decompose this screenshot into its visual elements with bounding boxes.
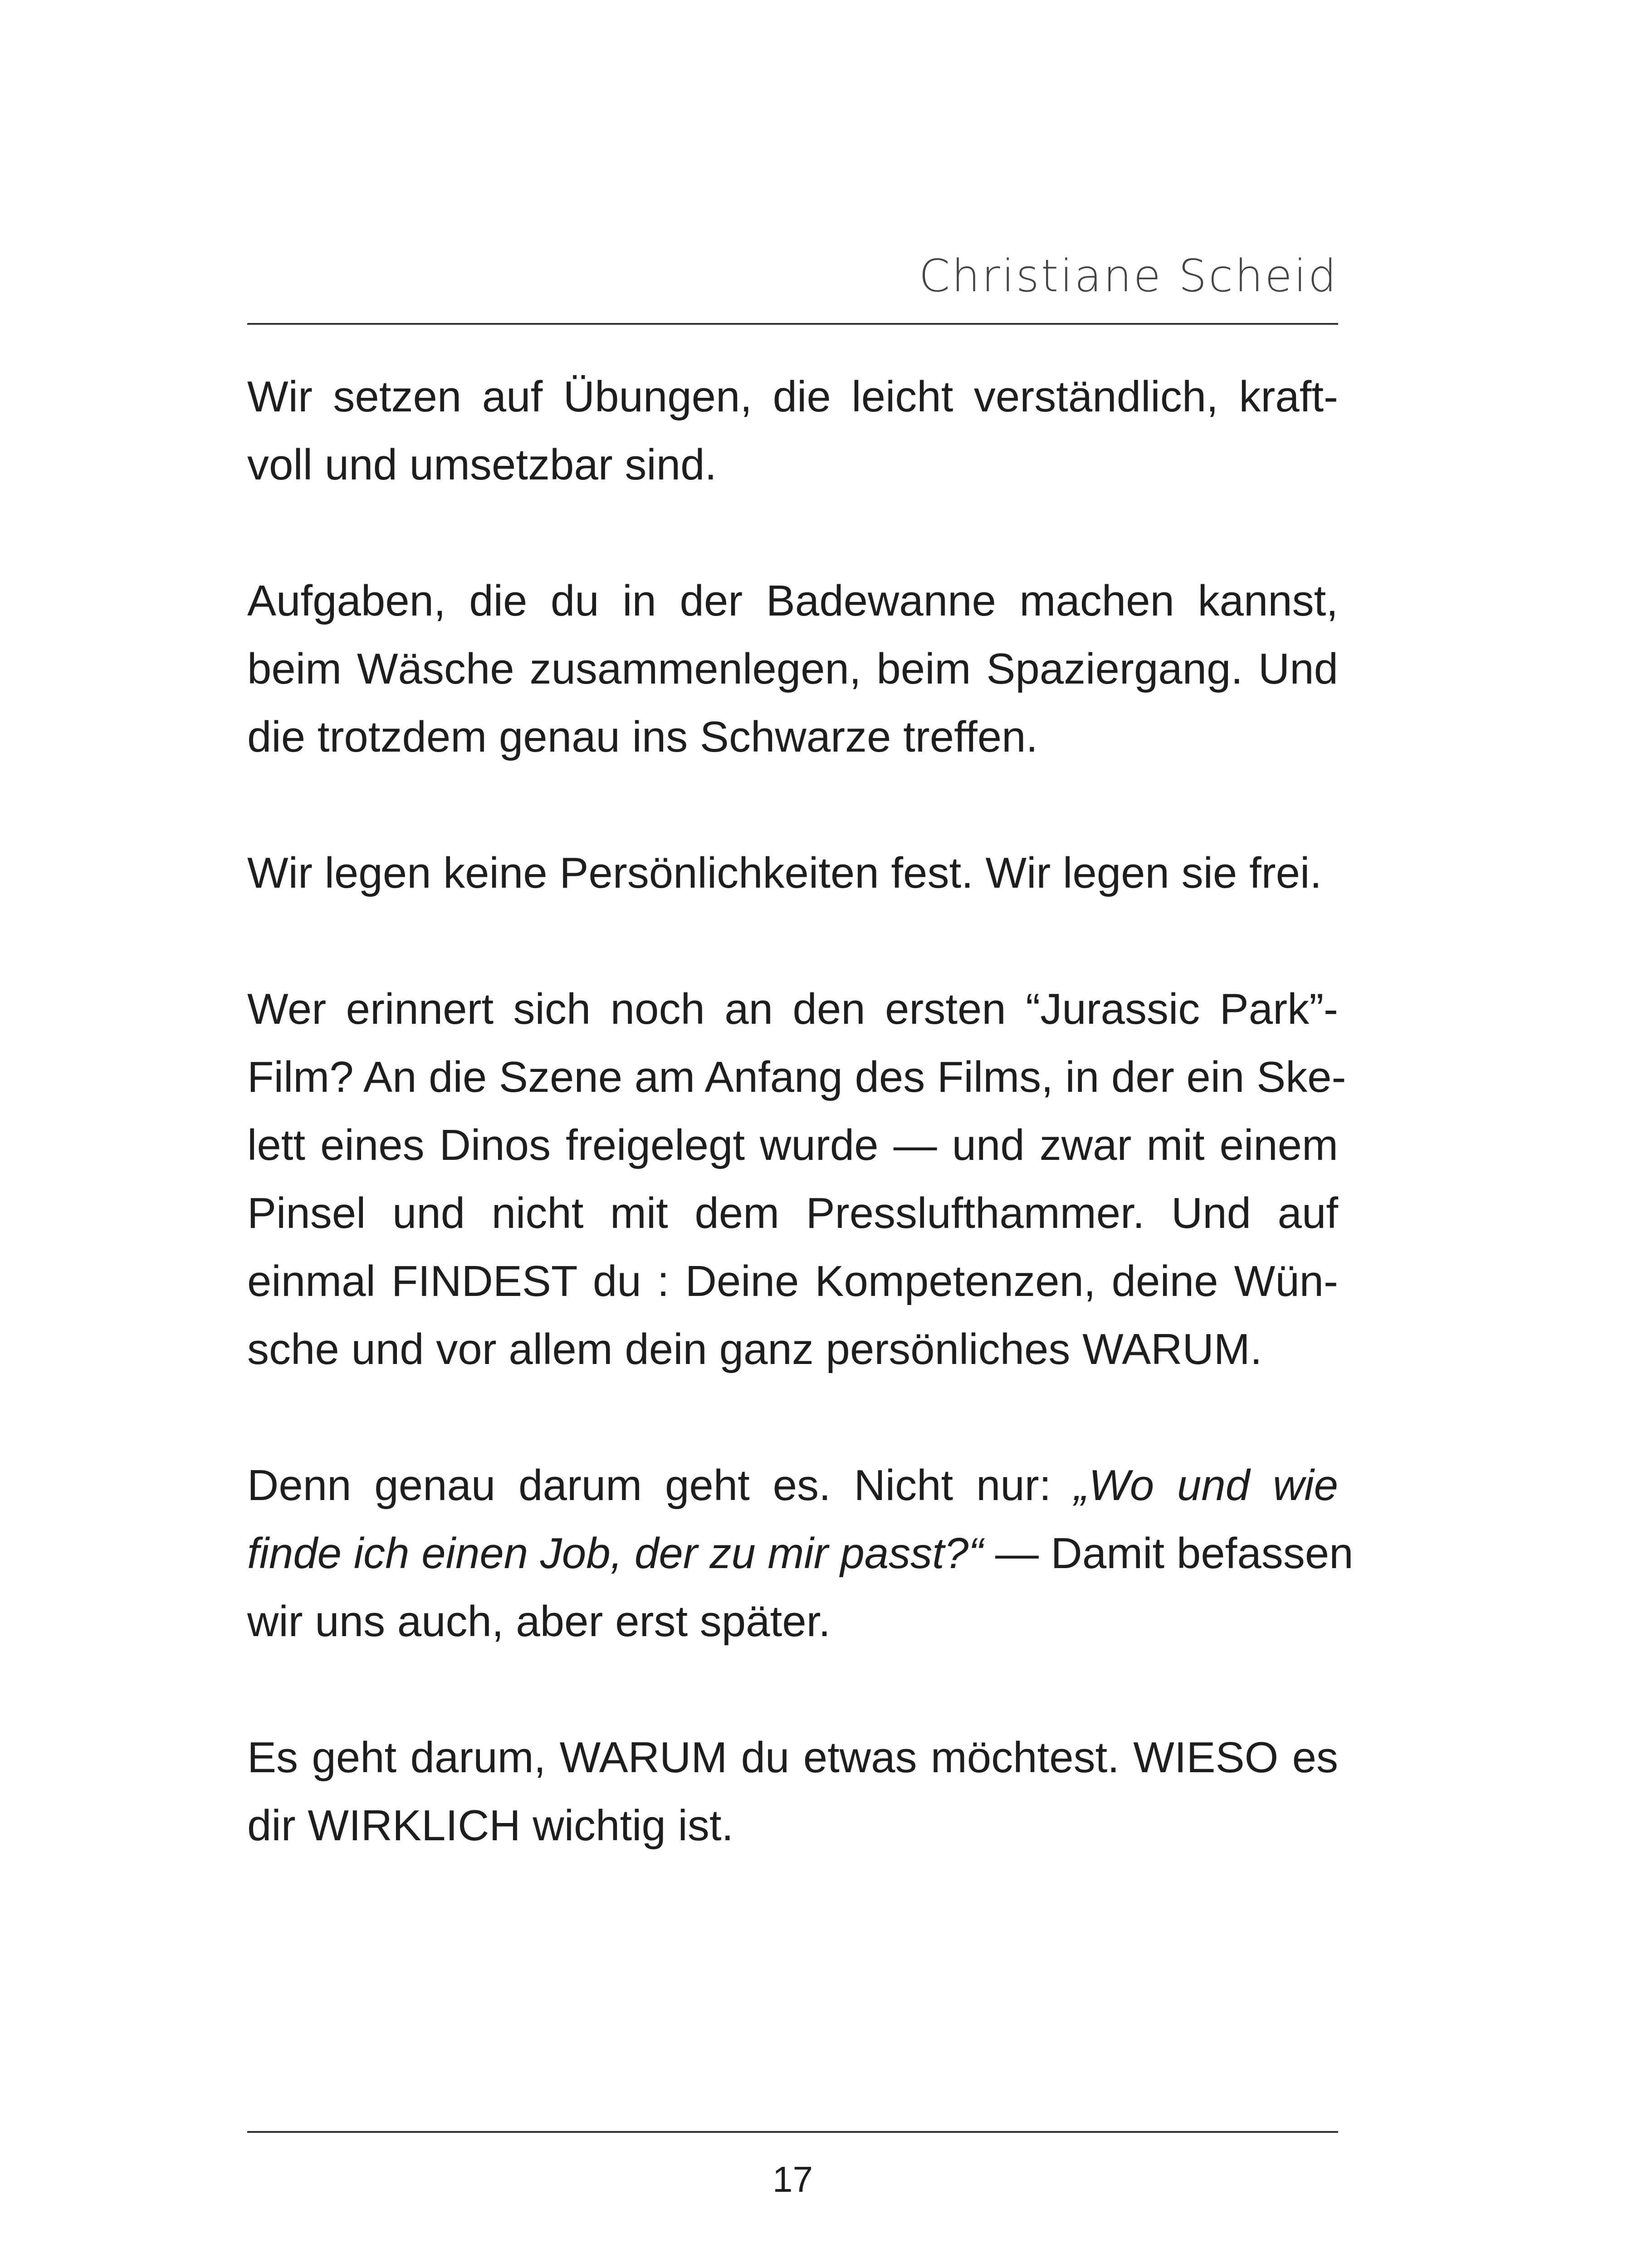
text-line: lett eines Dinos freigelegt wurde — und zwar mit einem bbox=[247, 1121, 1338, 1169]
text-run: Denn genau darum geht es. Nicht nur: bbox=[247, 1461, 1075, 1510]
text-line: die trotzdem genau ins Schwarze treffen. bbox=[247, 713, 1038, 761]
text-line: beim Wäsche zusammenlegen, beim Spaziergang. Und bbox=[247, 645, 1338, 693]
page-number: 17 bbox=[772, 2159, 813, 2200]
text-line: Aufgaben, die du in der Badewanne machen kannst, bbox=[247, 577, 1338, 625]
paragraph-3 bbox=[247, 839, 1338, 907]
text-line: einmal FINDEST du : Deine Kompetenzen, deine Wün- bbox=[247, 1257, 1338, 1305]
footer-rule bbox=[247, 2131, 1338, 2133]
quote-italic: „Wo und wie bbox=[1074, 1461, 1339, 1510]
paragraph-1 bbox=[247, 363, 1338, 499]
text-line: voll und umsetzbar sind. bbox=[247, 440, 717, 489]
paragraph-2 bbox=[247, 567, 1338, 771]
text-line: Wer erinnert sich noch an den ersten “Jurassic Park”- bbox=[247, 985, 1338, 1033]
text-line: Pinsel und nicht mit dem Presslufthammer. Und auf bbox=[247, 1189, 1338, 1237]
text-line bbox=[247, 1520, 1354, 1588]
text-line: dir WIRKLICH wichtig ist. bbox=[247, 1801, 734, 1850]
body-text bbox=[247, 363, 1354, 1928]
text-line: Film? An die Szene am Anfang des Films, in der ein Ske- bbox=[247, 1053, 1346, 1101]
paragraph-6 bbox=[247, 1724, 1338, 1860]
text-run: — Damit befassen bbox=[983, 1529, 1354, 1578]
paragraph-4 bbox=[247, 975, 1346, 1383]
text-line: wir uns auch, aber erst später. bbox=[247, 1597, 831, 1646]
text-line: Wir setzen auf Übungen, die leicht verständlich, kraft- bbox=[247, 372, 1338, 421]
text-line: Es geht darum, WARUM du etwas möchtest. WIESO es bbox=[247, 1733, 1338, 1782]
paragraph-5 bbox=[247, 1452, 1354, 1656]
text-line: sche und vor allem dein ganz persönliches WARUM. bbox=[247, 1325, 1262, 1374]
text-line bbox=[247, 1452, 1338, 1520]
text-line: Wir legen keine Persönlichkeiten fest. Wir legen sie frei. bbox=[247, 849, 1322, 897]
running-head-author: Christiane Scheid bbox=[919, 250, 1338, 302]
quote-italic: finde ich einen Job, der zu mir passt?“ bbox=[247, 1529, 983, 1578]
header-rule bbox=[247, 323, 1338, 325]
